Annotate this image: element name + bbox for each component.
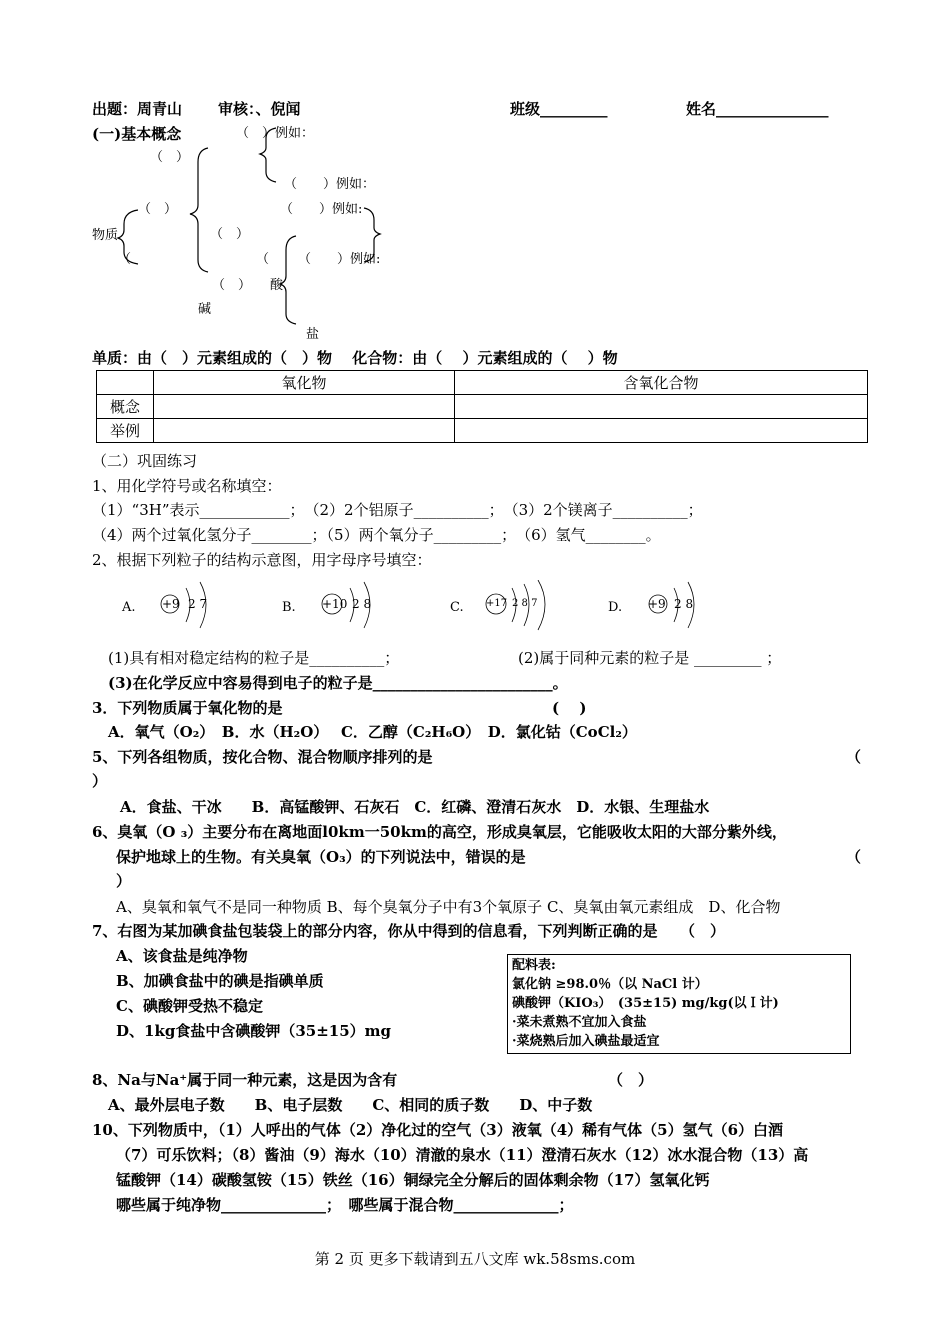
q3-answer-paren[interactable]: ( ) (552, 699, 587, 717)
table-row-label: 概念 (97, 395, 154, 419)
q2-part3: (3)在化学反应中容易得到电子的粒子是________________________。 (108, 674, 568, 692)
q7-option: A、该食盐是纯净物 (116, 947, 248, 965)
table-cell[interactable] (455, 419, 868, 443)
table-cell[interactable] (455, 395, 868, 419)
q8-stem: 8、Na与Na⁺属于同一种元素，这是因为含有 (92, 1071, 398, 1089)
atom-label: B. (282, 600, 296, 615)
q7-option: C、碘酸钾受热不稳定 (116, 997, 263, 1015)
q8-answer-paren[interactable]: （ ） (608, 1071, 654, 1089)
table-header-cell: 含氧化合物 (455, 371, 868, 395)
diagram-blank-compound[interactable]: （ ） (210, 227, 250, 242)
table-header-cell (97, 371, 154, 395)
atom-nucleus: +17 (486, 598, 508, 609)
definition-line: 单质：由（ ）元素组成的（ ）物 化合物：由（ ）元素组成的（ ）物 (92, 349, 618, 367)
author: 出题：周青山 (92, 100, 183, 118)
q2-stem: 2、根据下列粒子的结构示意图，用字母序号填空： (92, 551, 432, 569)
q6-stem2: 保护地球上的生物。有关臭氧（O₃）的下列说法中，错误的是 (116, 848, 526, 866)
table-row-label: 举例 (97, 419, 154, 443)
atom-shells-text: 2 8 (674, 597, 694, 611)
q10-line2: （7）可乐饮料；（8）酱油（9）海水（10）清澈的泉水（11）澄清石灰水（12）冰水混合物（13）高 (116, 1146, 809, 1164)
diagram-blank-other[interactable]: （ ） (212, 278, 252, 293)
label-box-line: 氯化钠 ≥98.0％（以 NaCl 计） (512, 977, 708, 992)
class-field[interactable]: 班级_________ (510, 100, 608, 118)
diagram-blank-mixture[interactable]: （ ） (138, 202, 178, 217)
q5-paren-left[interactable]: （ (846, 748, 862, 766)
q1-stem: 1、用化学符号或名称填空： (92, 477, 282, 495)
section1-title: (一)基本概念 (92, 125, 182, 143)
q3-options: A．氧气（O₂） B．水（H₂O） C．乙醇（C₂H₆O） D．氯化钴（CoCl₂） (108, 723, 637, 741)
q3-stem: 3．下列物质属于氧化物的是 (92, 699, 283, 717)
q10-line1: 10、下列物质中，（1）人呼出的气体（2）净化过的空气（3）液氧（4）稀有气体（5）氢气（6）白酒 (92, 1121, 784, 1139)
diagram-blank-example-2[interactable]: （ ）例如： (284, 177, 376, 192)
reviewer: 审核：、倪闻 (218, 100, 301, 118)
atom-nucleus: +10 (322, 597, 348, 611)
q2-part1: (1)具有相对稳定结构的粒子是__________； (108, 649, 400, 667)
diagram-blank-paren: （ (118, 252, 132, 267)
q8-options: A、最外层电子数 B、电子层数 C、相同的质子数 D、中子数 (108, 1096, 593, 1114)
q10-line4: 哪些属于纯净物______________； 哪些属于混合物______________； (116, 1196, 574, 1214)
q6-paren-left[interactable]: （ (846, 848, 862, 866)
atom-nucleus: +9 (648, 597, 666, 611)
table-cell[interactable] (154, 395, 455, 419)
q5-stem: 5、下列各组物质，按化合物、混合物顺序排列的是 (92, 748, 433, 766)
q1-line1: （1）“3H”表示____________； （2）2个铝原子__________； （3）2个镁离子__________； (92, 501, 703, 519)
name-field[interactable]: 姓名_______________ (686, 100, 829, 118)
atom-label: C. (450, 600, 464, 615)
table-header-row (97, 371, 868, 395)
atom-shells-text: 2 7 (188, 597, 208, 611)
diagram-paren-2: （ (256, 252, 270, 267)
diagram-blank-example-3[interactable]: （ ）例如: (280, 202, 363, 217)
atom-shells-text: 2 8 (352, 597, 372, 611)
diagram-blank-pure[interactable]: （ ） (150, 150, 190, 165)
diagram-blank-example-1[interactable]: （ ）例如： (236, 126, 315, 141)
atom-shells-text: 2 8 7 (512, 598, 538, 609)
q5-options: A．食盐、干冰 B．高锰酸钾、石灰石 C．红磷、澄清石灰水 D．水银、生理盐水 (120, 798, 710, 816)
diagram-blank-example-4[interactable]: （ ）例如: (298, 252, 381, 267)
table-row (97, 395, 868, 419)
table-cell[interactable] (154, 419, 455, 443)
q1-line2: （4）两个过氧化氢分子________；（5）两个氧分子_________； （6）氢气________。 (92, 526, 661, 544)
section2-title: （二）巩固练习 (92, 452, 198, 470)
label-box-line: ·菜未煮熟不宜加入食盐 (512, 1015, 647, 1030)
diagram-root: 物质 (92, 228, 119, 243)
diagram-base: 碱 (198, 302, 212, 317)
q5-paren-right[interactable]: ） (92, 772, 108, 790)
label-box-line: ·菜烧熟后加入碘盐最适宜 (512, 1034, 660, 1049)
atom-label: A. (122, 600, 136, 615)
diagram-acid: 酸 (270, 278, 284, 293)
atom-nucleus: +9 (162, 597, 180, 611)
atom-label: D. (608, 600, 623, 615)
q10-line3: 锰酸钾（14）碳酸氢铵（15）铁丝（16）铜绿完全分解后的固体剩余物（17）氢氧化钙 (116, 1171, 710, 1189)
page-footer: 第 2 页 更多下载请到五八文库 wk.58sms.com (314, 1250, 636, 1268)
salt-label-box (507, 954, 851, 1054)
q6-paren-right[interactable]: ） (116, 872, 132, 890)
label-box-title: 配料表: (512, 958, 556, 973)
q6-stem1: 6、臭氧（O ₃）主要分布在离地面l0km一50km的高空，形成臭氧层，它能吸收太阳的大部分紫外线， (92, 823, 787, 841)
q7-option: B、加碘食盐中的碘是指碘单质 (116, 972, 324, 990)
q7-option: D、1kg食盐中含碘酸钾（35±15）mg (116, 1022, 392, 1040)
q2-part2: (2)属于同种元素的粒子是 _________ ； (518, 649, 782, 667)
q7-stem: 7、右图为某加碘食盐包装袋上的部分内容，你从中得到的信息看，下列判断正确的是 （ ） (92, 922, 725, 940)
q6-options: A、臭氧和氧气不是同一种物质 B、每个臭氧分子中有3个氧原子 C、臭氧由氧元素组成 D、化合物 (116, 898, 781, 916)
label-box-line: 碘酸钾（KIO₃） (35±15) mg/kg(以Ｉ计) (512, 996, 779, 1011)
oxide-table (96, 370, 868, 443)
diagram-salt: 盐 (306, 327, 320, 342)
table-row (97, 419, 868, 443)
table-header-cell: 氧化物 (154, 371, 455, 395)
